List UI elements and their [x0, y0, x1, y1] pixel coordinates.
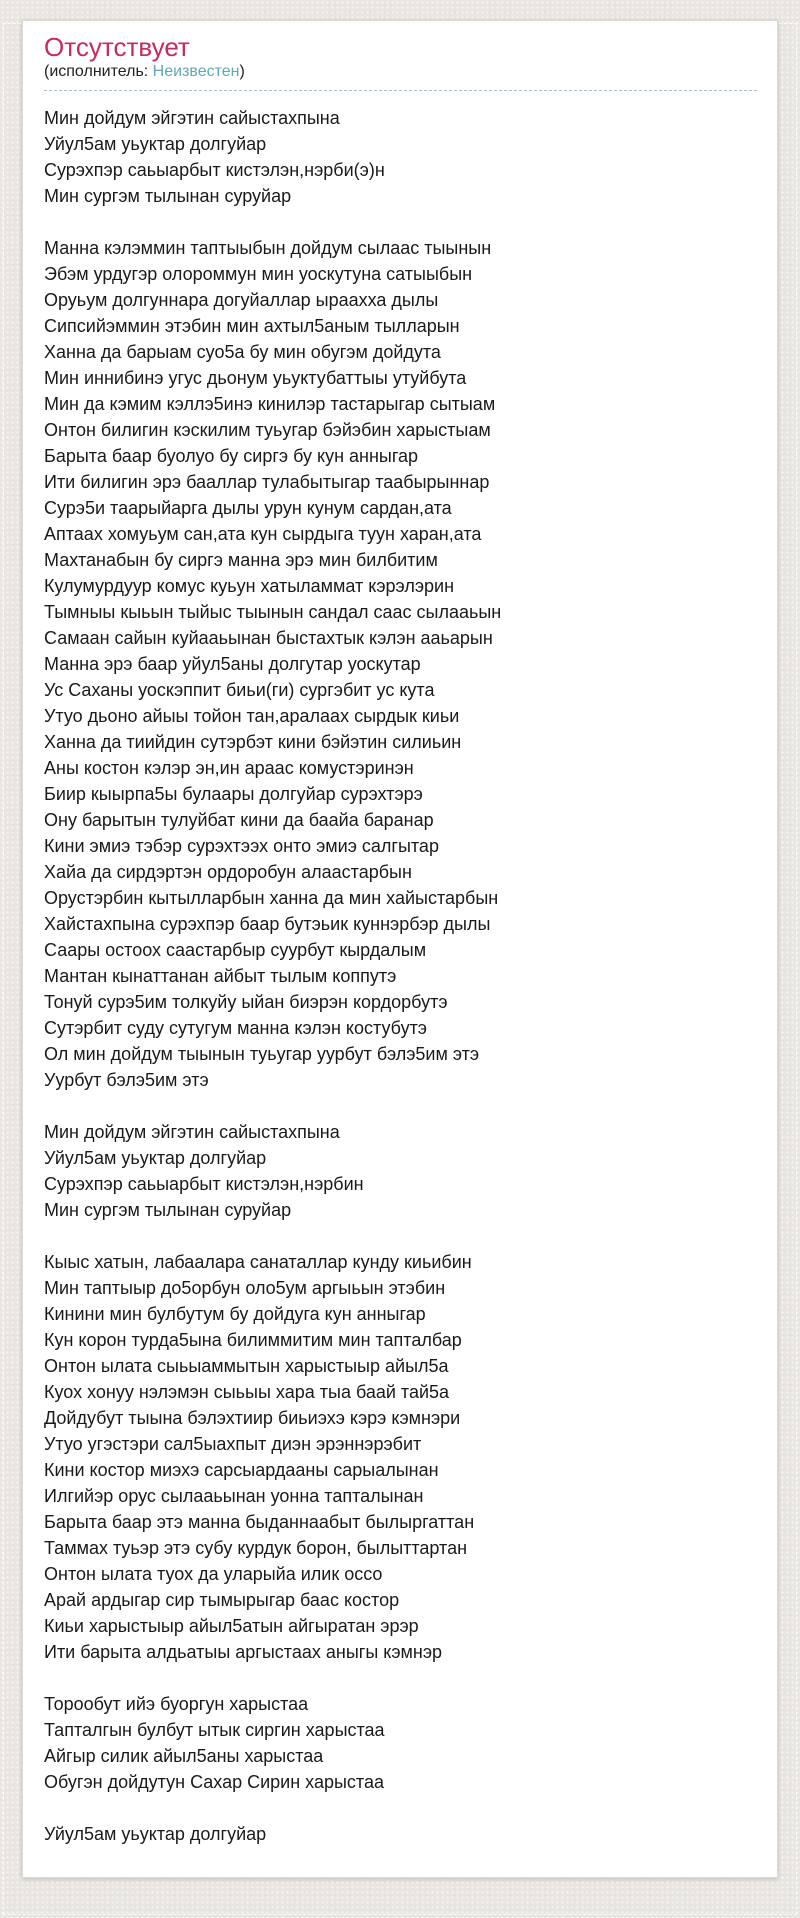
- lyric-line: Кини костор миэхэ сарсыардааны сарыалынан: [44, 1460, 439, 1480]
- lyric-line: Ол мин дойдум тыынын туьугар уурбут бэлэ5им этэ: [44, 1044, 480, 1064]
- lyric-line: Орустэрбин кытылларбын ханна да мин хайыстарбын: [44, 888, 499, 908]
- lyric-line: Барыта баар буолуо бу сиргэ бу кун анныгар: [44, 446, 419, 466]
- lyric-line: Аны костон кэлэр эн,ин араас комустэринэн: [44, 758, 414, 778]
- stanza: [44, 1119, 757, 1223]
- lyric-line: Ити билигин эрэ бааллар тулабытыгар таабырыннар: [44, 472, 490, 492]
- lyric-line: Кун корон турда5ына билиммитим мин тапталбар: [44, 1330, 462, 1350]
- lyric-line: Кыыс хатын, лабаалара санаталлар кунду киьибин: [44, 1252, 472, 1272]
- lyric-line: Мин да кэмим кэллэ5инэ кинилэр тастарыгар сытыам: [44, 394, 496, 414]
- lyric-line: Илгийэр орус сылааьынан уонна тапталынан: [44, 1486, 424, 1506]
- stanza: [44, 1821, 757, 1847]
- stanza: [44, 105, 757, 209]
- lyric-line: Уйул5ам уьуктар долгуйар: [44, 1148, 267, 1168]
- lyric-line: Сурэ5и таарыйарга дылы урун кунум сардан,ата: [44, 498, 452, 518]
- lyric-line: Торообут ийэ буоргун харыстаа: [44, 1694, 309, 1714]
- lyric-line: Онтон билигин кэскилим туьугар бэйэбин харыстыам: [44, 420, 491, 440]
- lyric-line: Аптаах хомуьум сан,ата кун сырдыга туун харан,ата: [44, 524, 482, 544]
- lyrics: [44, 105, 757, 1847]
- stanza: [44, 235, 757, 1093]
- lyric-line: Оруьум долгуннара догуйаллар ыраахха дылы: [44, 290, 439, 310]
- lyric-line: Хайстахпына сурэхпэр баар бутэьик куннэрбэр дылы: [44, 914, 491, 934]
- lyric-line: Уйул5ам уьуктар долгуйар: [44, 1824, 267, 1844]
- lyric-line: Эбэм урдугэр олороммун мин уоскутуна сатыыбын: [44, 264, 473, 284]
- lyric-line: Тапталгын булбут ытык сиргин харыстаа: [44, 1720, 385, 1740]
- lyric-line: Манна эрэ баар уйул5аны долгутар уоскутар: [44, 654, 421, 674]
- artist-label: (исполнитель:: [44, 63, 153, 80]
- page-background: [0, 20, 800, 1918]
- lyric-line: Сурэхпэр саьыарбыт кистэлэн,нэрби(э)н: [44, 160, 385, 180]
- lyric-line: Кини эмиэ тэбэр сурэхтээх онто эмиэ салгытар: [44, 836, 439, 856]
- lyric-line: Ханна да тиийдин сутэрбэт кини бэйэтин силиьин: [44, 732, 462, 752]
- lyric-line: Мин иннибинэ угус дьонум уьуктубаттыы утуйбута: [44, 368, 467, 388]
- lyric-line: Барыта баар этэ манна быданнаабыт былыргаттан: [44, 1512, 475, 1532]
- lyric-line: Киьи харыстыыр айыл5атын айгыратан эрэр: [44, 1616, 419, 1636]
- lyric-line: Куох хонуу нэлэмэн сыьыы хара тыа баай тай5а: [44, 1382, 450, 1402]
- lyric-line: Утуо угэстэри сал5ыахпыт диэн эрэннэрэбит: [44, 1434, 422, 1454]
- lyric-line: Сутэрбит суду сутугум манна кэлэн костубутэ: [44, 1018, 427, 1038]
- lyric-line: Утуо дьоно айыы тойон тан,аралаах сырдык киьи: [44, 706, 460, 726]
- stanza: [44, 1249, 757, 1665]
- lyric-line: Сипсийэммин этэбин мин ахтыл5аным тылларын: [44, 316, 460, 336]
- lyric-line: Арай ардыгар сир тымырыгар баас костор: [44, 1590, 400, 1610]
- lyric-line: Махтанабын бу сиргэ манна эрэ мин билбитим: [44, 550, 438, 570]
- lyric-line: Мин сургэм тылынан суруйар: [44, 186, 292, 206]
- lyric-line: Тонуй сурэ5им толкуйу ыйан биэрэн кордорбутэ: [44, 992, 448, 1012]
- lyric-line: Мантан кынаттанан айбыт тылым коппутэ: [44, 966, 397, 986]
- lyric-line: Ити барыта алдьатыы аргыстаах аныгы кэмнэр: [44, 1642, 443, 1662]
- lyric-line: Уйул5ам уьуктар долгуйар: [44, 134, 267, 154]
- lyric-line: Ханна да барыам суо5а бу мин обугэм дойдута: [44, 342, 441, 362]
- lyric-line: Кулумурдуур комус куьун хатыламмат кэрэлэрин: [44, 576, 455, 596]
- lyric-line: Мин дойдум эйгэтин сайыстахпына: [44, 108, 340, 128]
- lyric-line: Саары остоох саастарбыр суурбут кырдалым: [44, 940, 427, 960]
- lyric-line: Обугэн дойдутун Сахар Сирин харыстаа: [44, 1772, 384, 1792]
- artist-paren-close: ): [239, 63, 245, 80]
- lyric-line: Мин таптыыр до5орбун оло5ум аргыьын этэбин: [44, 1278, 446, 1298]
- lyric-line: Биир кыырпа5ы булаары долгуйар сурэхтэрэ: [44, 784, 423, 804]
- artist-line: [44, 63, 757, 91]
- stanza: [44, 1691, 757, 1795]
- lyric-line: Ону барытын тулуйбат кини да баайа баранар: [44, 810, 434, 830]
- artist-link[interactable]: Неизвестен: [152, 63, 240, 80]
- lyrics-card: [22, 20, 778, 1878]
- lyric-line: Ус Саханы уоскэппит биьи(ги) сургэбит ус кута: [44, 680, 435, 700]
- lyric-line: Манна кэлэммин таптыыбын дойдум сылаас тыынын: [44, 238, 492, 258]
- lyric-line: Мин дойдум эйгэтин сайыстахпына: [44, 1122, 340, 1142]
- lyric-line: Кинини мин булбутум бу дойдуга кун анныгар: [44, 1304, 426, 1324]
- lyric-line: Онтон ылата туох да уларыйа илик оссо: [44, 1564, 383, 1584]
- lyric-line: Сурэхпэр саьыарбыт кистэлэн,нэрбин: [44, 1174, 364, 1194]
- lyric-line: Онтон ылата сыьыаммытын харыстыыр айыл5а: [44, 1356, 449, 1376]
- lyric-line: Айгыр силик айыл5аны харыстаа: [44, 1746, 324, 1766]
- lyric-line: Уурбут бэлэ5им этэ: [44, 1070, 209, 1090]
- lyric-line: Тымныы кыьын тыйыс тыынын сандал саас сылааьын: [44, 602, 502, 622]
- lyric-line: Мин сургэм тылынан суруйар: [44, 1200, 292, 1220]
- lyric-line: Дойдубут тыына бэлэхтиир биьиэхэ кэрэ кэмнэри: [44, 1408, 461, 1428]
- song-title: Отсутствует: [44, 32, 190, 62]
- lyric-line: Самаан сайын куйааьынан быстахтык кэлэн ааьарын: [44, 628, 493, 648]
- lyric-line: Хайа да сирдэртэн ордоробун алаастарбын: [44, 862, 412, 882]
- lyric-line: Таммах туьэр этэ субу курдук борон, былыттартан: [44, 1538, 468, 1558]
